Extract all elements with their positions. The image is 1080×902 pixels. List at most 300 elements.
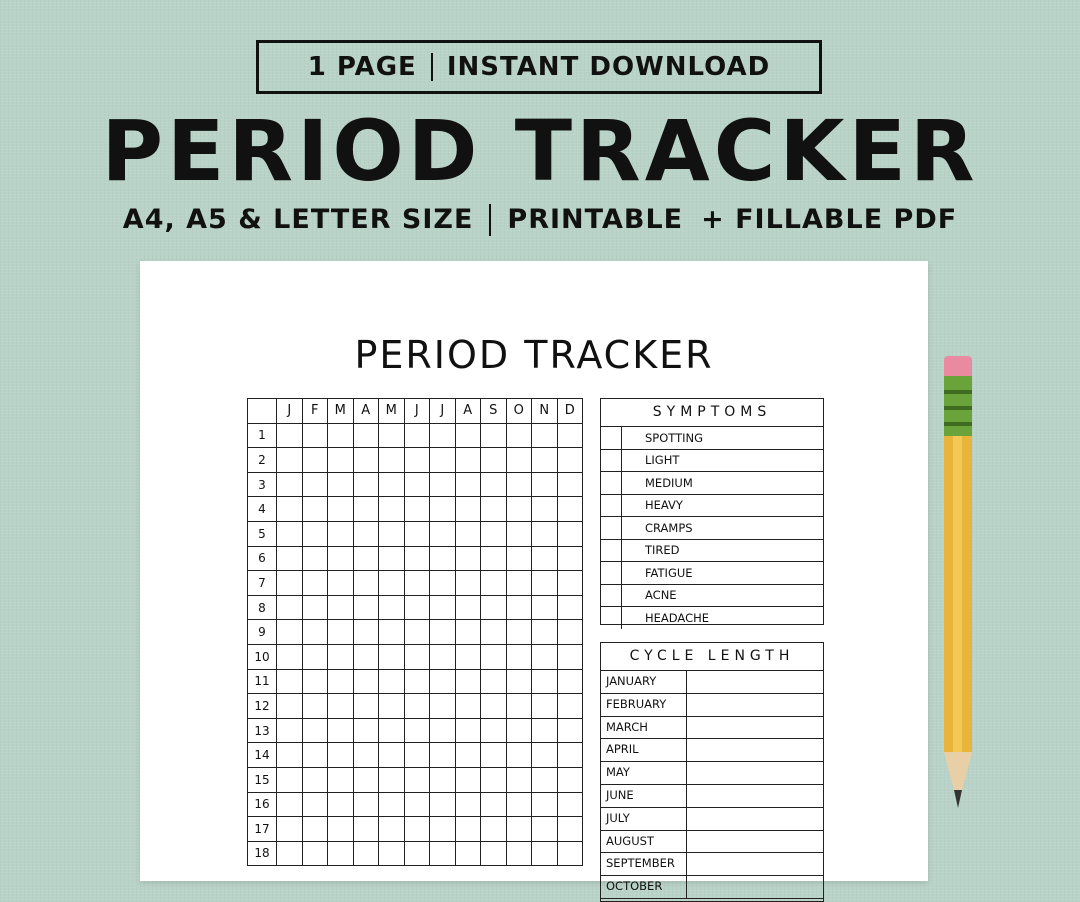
day-cell[interactable]	[277, 595, 303, 620]
day-cell[interactable]	[302, 718, 328, 743]
day-cell[interactable]	[455, 841, 481, 866]
day-cell[interactable]	[455, 595, 481, 620]
cycle-month-label: JUNE	[601, 785, 687, 807]
day-cell[interactable]	[506, 767, 532, 792]
day-cell[interactable]	[404, 669, 430, 694]
day-cell[interactable]	[302, 669, 328, 694]
cycle-length-field[interactable]	[687, 876, 823, 898]
day-cell[interactable]	[506, 644, 532, 669]
day-number: 9	[248, 620, 277, 645]
symptom-row	[601, 427, 823, 450]
day-number: 15	[248, 767, 277, 792]
day-number: 10	[248, 644, 277, 669]
day-cell[interactable]	[277, 817, 303, 842]
day-cell[interactable]	[379, 743, 405, 768]
day-cell[interactable]	[506, 841, 532, 866]
day-cell[interactable]	[430, 571, 456, 596]
day-cell[interactable]	[353, 497, 379, 522]
day-cell[interactable]	[277, 767, 303, 792]
day-cell[interactable]	[430, 718, 456, 743]
day-cell[interactable]	[277, 669, 303, 694]
day-cell[interactable]	[430, 595, 456, 620]
cycle-row	[601, 876, 823, 899]
day-number: 5	[248, 521, 277, 546]
day-number: 18	[248, 841, 277, 866]
day-cell[interactable]	[430, 792, 456, 817]
day-cell[interactable]	[481, 571, 507, 596]
day-cell[interactable]	[481, 817, 507, 842]
symptom-checkbox[interactable]	[601, 450, 622, 472]
day-cell[interactable]	[455, 767, 481, 792]
day-cell[interactable]	[328, 620, 354, 645]
day-cell[interactable]	[328, 669, 354, 694]
day-cell[interactable]	[430, 497, 456, 522]
cycle-length-field[interactable]	[687, 762, 823, 784]
cycle-month-label: OCTOBER	[601, 876, 687, 898]
subtitle-divider	[489, 204, 491, 236]
day-cell[interactable]	[506, 497, 532, 522]
day-cell[interactable]	[302, 571, 328, 596]
day-cell[interactable]	[353, 620, 379, 645]
month-header: J	[430, 399, 456, 424]
day-cell[interactable]	[379, 718, 405, 743]
day-cell[interactable]	[455, 718, 481, 743]
day-cell[interactable]	[430, 669, 456, 694]
day-number: 2	[248, 448, 277, 473]
day-cell[interactable]	[455, 620, 481, 645]
day-cell[interactable]	[455, 497, 481, 522]
day-cell[interactable]	[557, 694, 583, 719]
day-cell[interactable]	[302, 546, 328, 571]
day-cell[interactable]	[302, 694, 328, 719]
day-cell[interactable]	[328, 448, 354, 473]
day-cell[interactable]	[506, 718, 532, 743]
day-row	[248, 546, 583, 571]
day-cell[interactable]	[302, 595, 328, 620]
day-cell[interactable]	[379, 841, 405, 866]
day-cell[interactable]	[430, 694, 456, 719]
day-cell[interactable]	[455, 546, 481, 571]
day-cell[interactable]	[455, 644, 481, 669]
day-cell[interactable]	[404, 792, 430, 817]
day-cell[interactable]	[481, 595, 507, 620]
day-cell[interactable]	[277, 448, 303, 473]
day-cell[interactable]	[404, 644, 430, 669]
symptom-row	[601, 495, 823, 518]
symptom-label: HEADACHE	[645, 610, 710, 625]
day-cell[interactable]	[455, 792, 481, 817]
day-cell[interactable]	[532, 423, 558, 448]
day-cell[interactable]	[481, 718, 507, 743]
day-cell[interactable]	[353, 521, 379, 546]
headline-title: PERIOD TRACKER	[101, 102, 979, 200]
day-cell[interactable]	[506, 423, 532, 448]
day-cell[interactable]	[404, 595, 430, 620]
sheet-title: PERIOD TRACKER	[354, 333, 714, 377]
month-header: M	[328, 399, 354, 424]
cycle-length-field[interactable]	[687, 739, 823, 761]
day-cell[interactable]	[481, 694, 507, 719]
day-row	[248, 767, 583, 792]
day-cell[interactable]	[532, 817, 558, 842]
day-cell[interactable]	[557, 497, 583, 522]
symptom-label: ACNE	[645, 588, 677, 603]
day-cell[interactable]	[277, 497, 303, 522]
month-header: M	[379, 399, 405, 424]
day-cell[interactable]	[353, 644, 379, 669]
day-cell[interactable]	[557, 571, 583, 596]
day-number: 8	[248, 595, 277, 620]
day-cell[interactable]	[302, 423, 328, 448]
cycle-row	[601, 671, 823, 694]
day-cell[interactable]	[557, 767, 583, 792]
day-cell[interactable]	[353, 792, 379, 817]
day-cell[interactable]	[557, 644, 583, 669]
instant-download-badge	[256, 40, 822, 94]
symptom-label: HEAVY	[645, 498, 683, 513]
day-cell[interactable]	[302, 817, 328, 842]
day-cell[interactable]	[481, 644, 507, 669]
day-cell[interactable]	[277, 521, 303, 546]
day-cell[interactable]	[430, 620, 456, 645]
day-cell[interactable]	[481, 448, 507, 473]
day-cell[interactable]	[379, 423, 405, 448]
day-cell[interactable]	[532, 620, 558, 645]
day-cell[interactable]	[506, 521, 532, 546]
day-cell[interactable]	[557, 595, 583, 620]
day-cell[interactable]	[506, 743, 532, 768]
day-cell[interactable]	[430, 767, 456, 792]
day-cell[interactable]	[506, 546, 532, 571]
day-cell[interactable]	[557, 472, 583, 497]
day-cell[interactable]	[379, 694, 405, 719]
day-cell[interactable]	[404, 743, 430, 768]
day-cell[interactable]	[277, 644, 303, 669]
cycle-length-field[interactable]	[687, 694, 823, 716]
day-cell[interactable]	[455, 423, 481, 448]
day-cell[interactable]	[379, 767, 405, 792]
cycle-row	[601, 785, 823, 808]
day-cell[interactable]	[277, 694, 303, 719]
day-cell[interactable]	[404, 448, 430, 473]
day-cell[interactable]	[353, 595, 379, 620]
day-cell[interactable]	[302, 620, 328, 645]
day-cell[interactable]	[302, 472, 328, 497]
day-cell[interactable]	[379, 472, 405, 497]
day-cell[interactable]	[302, 841, 328, 866]
day-cell[interactable]	[430, 521, 456, 546]
day-cell[interactable]	[277, 571, 303, 596]
cycle-length-field[interactable]	[687, 671, 823, 693]
day-cell[interactable]	[506, 694, 532, 719]
day-cell[interactable]	[302, 521, 328, 546]
day-cell[interactable]	[430, 448, 456, 473]
day-number: 1	[248, 423, 277, 448]
day-cell[interactable]	[277, 718, 303, 743]
day-cell[interactable]	[506, 448, 532, 473]
day-cell[interactable]	[353, 841, 379, 866]
symptom-checkbox[interactable]	[601, 585, 622, 607]
day-cell[interactable]	[532, 767, 558, 792]
cycle-row	[601, 694, 823, 717]
day-cell[interactable]	[353, 743, 379, 768]
symptom-row	[601, 472, 823, 495]
day-cell[interactable]	[481, 546, 507, 571]
day-cell[interactable]	[481, 841, 507, 866]
day-row	[248, 694, 583, 719]
day-cell[interactable]	[328, 694, 354, 719]
day-cell[interactable]	[557, 546, 583, 571]
day-cell[interactable]	[353, 448, 379, 473]
day-cell[interactable]	[328, 718, 354, 743]
day-cell[interactable]	[404, 694, 430, 719]
day-cell[interactable]	[328, 571, 354, 596]
symptom-checkbox[interactable]	[601, 517, 622, 539]
day-cell[interactable]	[557, 448, 583, 473]
day-cell[interactable]	[557, 817, 583, 842]
day-cell[interactable]	[532, 497, 558, 522]
day-cell[interactable]	[430, 743, 456, 768]
day-cell[interactable]	[481, 497, 507, 522]
day-cell[interactable]	[379, 448, 405, 473]
day-cell[interactable]	[328, 644, 354, 669]
day-cell[interactable]	[455, 571, 481, 596]
day-row	[248, 497, 583, 522]
day-cell[interactable]	[328, 743, 354, 768]
cycle-month-label: MARCH	[601, 717, 687, 739]
symptom-row	[601, 607, 823, 629]
day-cell[interactable]	[328, 767, 354, 792]
day-number: 3	[248, 472, 277, 497]
day-cell[interactable]	[430, 841, 456, 866]
symptom-label: SPOTTING	[645, 430, 704, 445]
day-cell[interactable]	[481, 472, 507, 497]
day-cell[interactable]	[379, 497, 405, 522]
symptom-checkbox[interactable]	[601, 427, 622, 449]
day-cell[interactable]	[532, 521, 558, 546]
day-cell[interactable]	[557, 669, 583, 694]
day-cell[interactable]	[430, 546, 456, 571]
symptom-label: MEDIUM	[645, 475, 693, 490]
day-cell[interactable]	[379, 644, 405, 669]
day-cell[interactable]	[455, 817, 481, 842]
day-cell[interactable]	[532, 718, 558, 743]
cycle-length-field[interactable]	[687, 785, 823, 807]
day-cell[interactable]	[353, 472, 379, 497]
day-cell[interactable]	[328, 817, 354, 842]
day-cell[interactable]	[379, 521, 405, 546]
day-cell[interactable]	[557, 841, 583, 866]
cycle-length-field[interactable]	[687, 717, 823, 739]
day-cell[interactable]	[404, 718, 430, 743]
day-cell[interactable]	[353, 718, 379, 743]
day-cell[interactable]	[328, 423, 354, 448]
day-cell[interactable]	[506, 571, 532, 596]
day-cell[interactable]	[506, 620, 532, 645]
day-cell[interactable]	[277, 546, 303, 571]
day-cell[interactable]	[532, 644, 558, 669]
day-cell[interactable]	[379, 792, 405, 817]
day-cell[interactable]	[532, 841, 558, 866]
day-cell[interactable]	[506, 595, 532, 620]
day-cell[interactable]	[353, 817, 379, 842]
month-header: S	[481, 399, 507, 424]
day-row	[248, 472, 583, 497]
day-cell[interactable]	[557, 718, 583, 743]
symptom-row	[601, 450, 823, 473]
day-cell[interactable]	[277, 472, 303, 497]
symptom-checkbox[interactable]	[601, 562, 622, 584]
day-cell[interactable]	[404, 841, 430, 866]
tracker-sheet	[140, 261, 928, 894]
day-cell[interactable]	[455, 694, 481, 719]
day-cell[interactable]	[277, 743, 303, 768]
day-cell[interactable]	[277, 620, 303, 645]
day-cell[interactable]	[481, 792, 507, 817]
subtitle-sizes: A4, A5 & LETTER SIZE	[122, 204, 474, 235]
day-cell[interactable]	[328, 841, 354, 866]
day-cell[interactable]	[302, 497, 328, 522]
day-cell[interactable]	[455, 743, 481, 768]
day-cell[interactable]	[404, 817, 430, 842]
day-cell[interactable]	[532, 546, 558, 571]
day-cell[interactable]	[302, 448, 328, 473]
day-cell[interactable]	[532, 595, 558, 620]
cycle-length-field[interactable]	[687, 853, 823, 875]
day-cell[interactable]	[404, 546, 430, 571]
day-cell[interactable]	[302, 792, 328, 817]
day-cell[interactable]	[532, 448, 558, 473]
cycle-length-heading: CYCLE LENGTH	[601, 643, 823, 671]
cycle-row	[601, 808, 823, 831]
day-row	[248, 817, 583, 842]
day-cell[interactable]	[532, 669, 558, 694]
pencil-lead	[954, 790, 962, 808]
cycle-month-label: APRIL	[601, 739, 687, 761]
day-cell[interactable]	[455, 669, 481, 694]
symptom-checkbox[interactable]	[601, 472, 622, 494]
day-cell[interactable]	[353, 571, 379, 596]
day-cell[interactable]	[455, 448, 481, 473]
cycle-row	[601, 831, 823, 854]
cycle-row	[601, 853, 823, 876]
day-cell[interactable]	[430, 423, 456, 448]
symptom-row	[601, 585, 823, 608]
day-row	[248, 644, 583, 669]
cycle-row	[601, 762, 823, 785]
day-cell[interactable]	[379, 595, 405, 620]
day-cell[interactable]	[328, 497, 354, 522]
day-cell[interactable]	[430, 817, 456, 842]
cycle-month-label: SEPTEMBER	[601, 853, 687, 875]
day-row	[248, 521, 583, 546]
day-cell[interactable]	[532, 792, 558, 817]
day-cell[interactable]	[404, 497, 430, 522]
grid-corner-cell	[248, 399, 277, 424]
day-cell[interactable]	[277, 792, 303, 817]
day-cell[interactable]	[404, 620, 430, 645]
day-cell[interactable]	[506, 792, 532, 817]
cycle-length-field[interactable]	[687, 808, 823, 830]
day-cell[interactable]	[557, 792, 583, 817]
day-cell[interactable]	[353, 694, 379, 719]
day-row	[248, 792, 583, 817]
day-cell[interactable]	[353, 669, 379, 694]
day-cell[interactable]	[404, 521, 430, 546]
day-cell[interactable]	[353, 767, 379, 792]
day-cell[interactable]	[481, 669, 507, 694]
day-cell[interactable]	[328, 521, 354, 546]
day-cell[interactable]	[328, 792, 354, 817]
symptom-checkbox[interactable]	[601, 540, 622, 562]
day-cell[interactable]	[481, 620, 507, 645]
day-cell[interactable]	[328, 472, 354, 497]
day-row	[248, 718, 583, 743]
symptom-checkbox[interactable]	[601, 607, 622, 629]
day-cell[interactable]	[379, 571, 405, 596]
day-cell[interactable]	[557, 521, 583, 546]
day-cell[interactable]	[302, 767, 328, 792]
day-number: 12	[248, 694, 277, 719]
day-cell[interactable]	[481, 743, 507, 768]
day-cell[interactable]	[455, 472, 481, 497]
pencil-illustration	[940, 356, 976, 826]
day-cell[interactable]	[430, 472, 456, 497]
day-cell[interactable]	[277, 423, 303, 448]
symptom-checkbox[interactable]	[601, 495, 622, 517]
day-cell[interactable]	[506, 817, 532, 842]
day-cell[interactable]	[455, 521, 481, 546]
day-cell[interactable]	[379, 669, 405, 694]
day-cell[interactable]	[430, 644, 456, 669]
day-cell[interactable]	[557, 743, 583, 768]
cycle-length-field[interactable]	[687, 831, 823, 853]
day-cell[interactable]	[328, 595, 354, 620]
month-header: J	[277, 399, 303, 424]
day-cell[interactable]	[404, 423, 430, 448]
day-cell[interactable]	[532, 694, 558, 719]
day-cell[interactable]	[277, 841, 303, 866]
day-cell[interactable]	[481, 521, 507, 546]
day-cell[interactable]	[506, 669, 532, 694]
day-cell[interactable]	[404, 571, 430, 596]
symptom-label: CRAMPS	[645, 520, 693, 535]
day-cell[interactable]	[532, 743, 558, 768]
day-cell[interactable]	[353, 423, 379, 448]
day-cell[interactable]	[506, 472, 532, 497]
day-cell[interactable]	[302, 644, 328, 669]
day-cell[interactable]	[532, 472, 558, 497]
badge-divider	[431, 53, 433, 81]
day-cell[interactable]	[481, 767, 507, 792]
day-cell[interactable]	[302, 743, 328, 768]
day-cell[interactable]	[404, 472, 430, 497]
day-cell[interactable]	[481, 423, 507, 448]
day-cell[interactable]	[532, 571, 558, 596]
day-cell[interactable]	[379, 620, 405, 645]
day-row	[248, 841, 583, 866]
month-header: D	[557, 399, 583, 424]
symptom-label: TIRED	[645, 543, 680, 558]
day-cell[interactable]	[328, 546, 354, 571]
day-cell[interactable]	[557, 620, 583, 645]
day-cell[interactable]	[557, 423, 583, 448]
day-cell[interactable]	[379, 817, 405, 842]
day-row	[248, 620, 583, 645]
day-cell[interactable]	[404, 767, 430, 792]
day-cell[interactable]	[353, 546, 379, 571]
day-cell[interactable]	[379, 546, 405, 571]
